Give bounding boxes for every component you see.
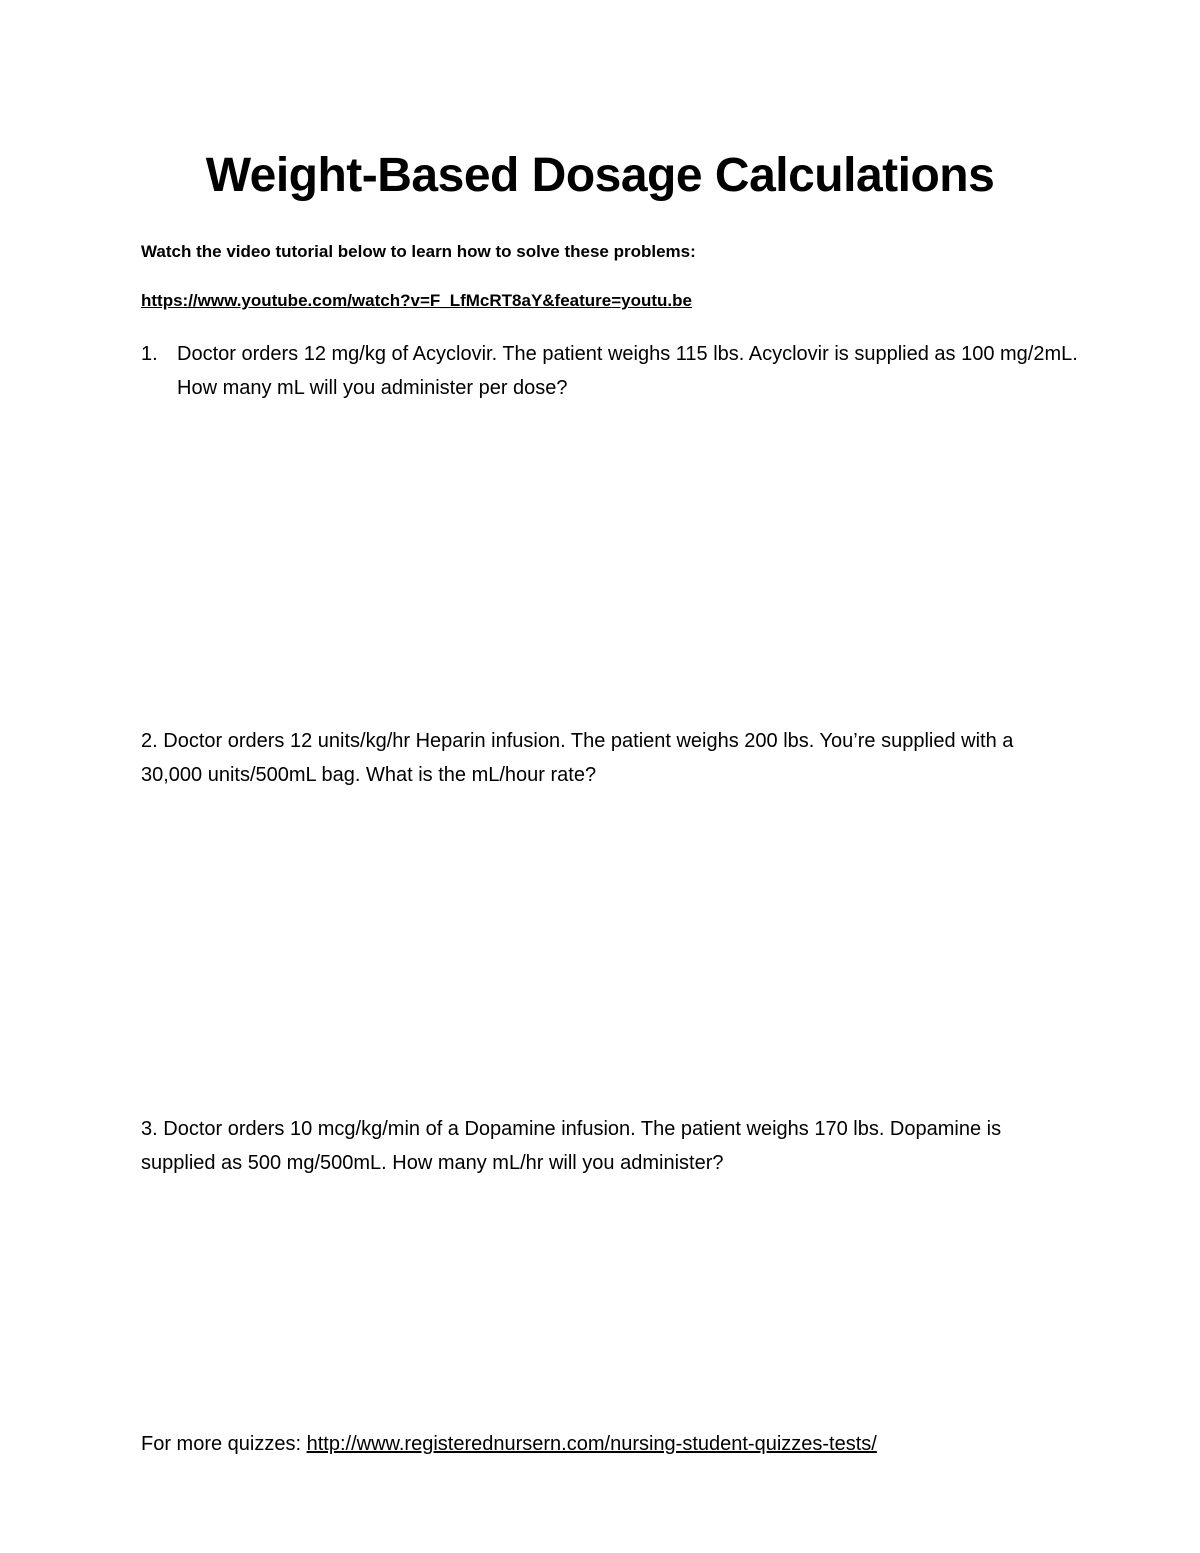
question-2-text: Doctor orders 12 units/kg/hr Heparin infusion. The patient weighs 200 lbs. You’re supplied with a 30,000 units/500mL bag. What is the mL/hour rate? [141, 730, 1014, 786]
question-2 [141, 724, 1061, 792]
video-tutorial-link[interactable]: https://www.youtube.com/watch?v=F_LfMcRT8aY&feature=youtu.be [141, 291, 692, 310]
question-1-text: Doctor orders 12 mg/kg of Acyclovir. The patient weighs 115 lbs. Acyclovir is supplied as 100 mg/2mL. How many mL will you administer per dose? [177, 343, 1078, 399]
question-1-number: 1. [141, 343, 158, 365]
question-3-text: Doctor orders 10 mcg/kg/min of a Dopamine infusion. The patient weighs 170 lbs. Dopamine is supplied as 500 mg/500mL. How many mL/hr will you administer? [141, 1118, 1002, 1174]
page-title: Weight-Based Dosage Calculations [205, 149, 995, 202]
question-2-number: 2. [141, 730, 158, 752]
question-1 [141, 337, 1081, 405]
quizzes-link[interactable]: http://www.registerednursern.com/nursing-student-quizzes-tests/ [306, 1433, 877, 1455]
question-3-number: 3. [141, 1118, 158, 1140]
footer [141, 1433, 877, 1456]
intro-text: Watch the video tutorial below to learn how to solve these problems: [141, 242, 696, 261]
question-3 [141, 1112, 1081, 1180]
footer-label: For more quizzes: [141, 1433, 307, 1455]
